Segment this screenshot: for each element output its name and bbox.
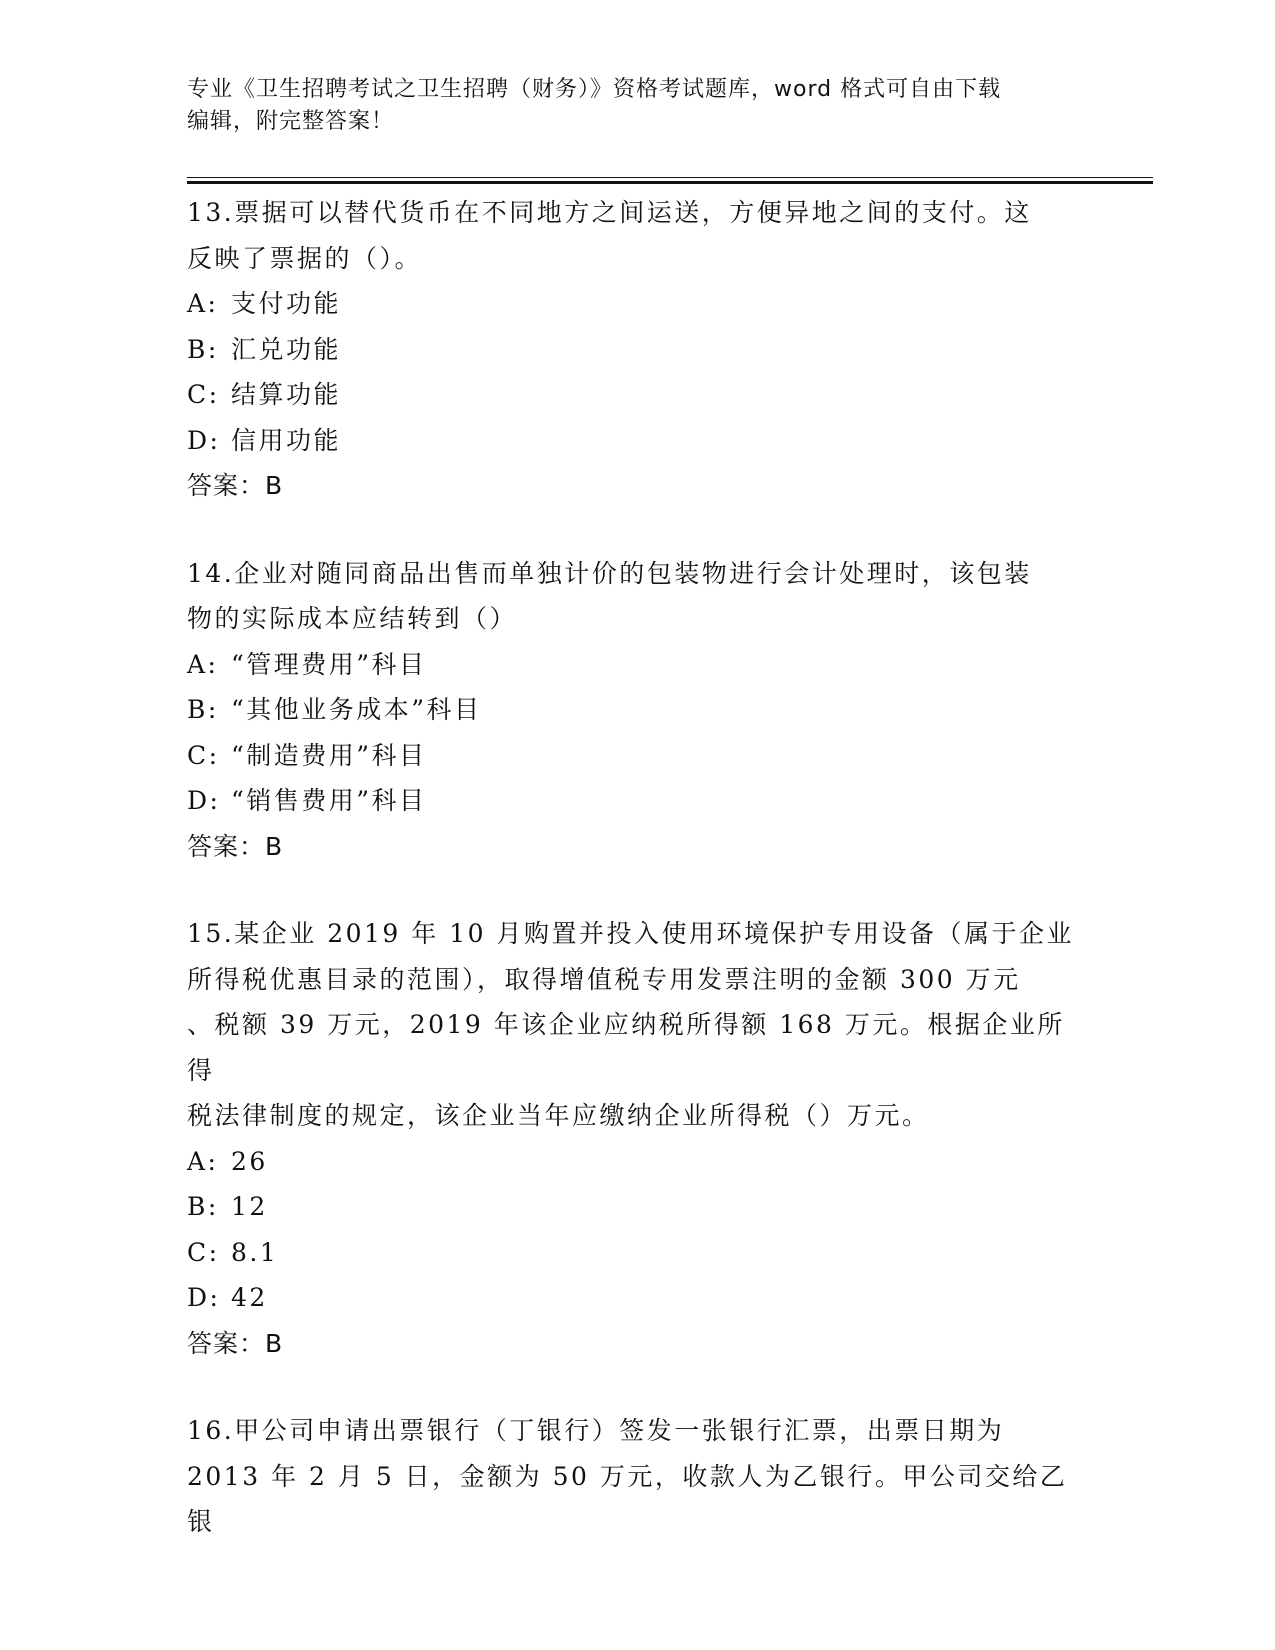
question-15 <box>187 911 1087 1366</box>
option-text: 支付功能 <box>231 289 342 318</box>
option-key: C: <box>187 380 220 409</box>
question-13 <box>187 190 1087 509</box>
header-divider-thin <box>187 177 1153 178</box>
stem-line: 13.票据可以替代货币在不同地方之间运送，方便异地之间的支付。这 <box>187 198 1032 227</box>
option-text: 42 <box>231 1283 268 1312</box>
option-d <box>187 1275 1087 1321</box>
stem-line: 2013 年 2 月 5 日，金额为 50 万元，收款人为乙银行。甲公司交给乙银 <box>187 1461 1068 1536</box>
option-a <box>187 642 1087 688</box>
header-line-2: 编辑，附完整答案！ <box>187 109 395 134</box>
stem-line: 物的实际成本应结转到（） <box>187 604 518 633</box>
stem-line: 所得税优惠目录的范围），取得增值税专用发票注明的金额 300 万元 <box>187 964 1021 994</box>
option-key: D: <box>187 425 221 455</box>
option-text: “管理费用”科目 <box>231 649 427 679</box>
header-divider-thick <box>187 181 1153 184</box>
option-b <box>187 1184 1087 1230</box>
option-d <box>187 778 1087 824</box>
header-line-1: 专业《卫生招聘考试之卫生招聘（财务）》资格考试题库，word 格式可自由下载 <box>187 77 1002 102</box>
question-14 <box>187 551 1087 870</box>
option-d <box>187 418 1087 464</box>
option-text: 结算功能 <box>231 380 342 409</box>
option-key: D: <box>187 786 221 815</box>
option-text: 8.1 <box>231 1237 279 1267</box>
option-key: C: <box>187 740 220 770</box>
answer-line: 答案：B <box>187 471 284 500</box>
option-a <box>187 1139 1087 1185</box>
stem-line: 税法律制度的规定，该企业当年应缴纳企业所得税（）万元。 <box>187 1101 930 1130</box>
option-b <box>187 327 1087 373</box>
question-stem <box>187 190 1087 281</box>
option-text: “其他业务成本”科目 <box>231 695 482 724</box>
option-key: C: <box>187 1237 220 1267</box>
option-text: 汇兑功能 <box>231 334 342 364</box>
option-key: A: <box>187 1146 219 1176</box>
option-text: “销售费用”科目 <box>231 786 427 815</box>
document-header <box>187 74 1067 138</box>
stem-line: 反映了票据的（）。 <box>187 243 423 273</box>
answer-line: 答案：B <box>187 831 284 861</box>
option-text: “制造费用”科目 <box>231 740 427 770</box>
option-key: A: <box>187 649 219 679</box>
answer-line: 答案：B <box>187 1328 284 1358</box>
question-stem <box>187 551 1087 642</box>
question-stem <box>187 1408 1087 1545</box>
option-text: 12 <box>231 1192 268 1221</box>
option-text: 信用功能 <box>231 425 342 455</box>
stem-line: 16.甲公司申请出票银行（丁银行）签发一张银行汇票，出票日期为 <box>187 1416 1005 1445</box>
option-b <box>187 687 1087 733</box>
option-key: D: <box>187 1283 221 1312</box>
option-key: A: <box>187 289 219 318</box>
option-text: 26 <box>231 1146 268 1176</box>
stem-line: 15.某企业 2019 年 10 月购置并投入使用环境保护专用设备（属于企业 <box>187 919 1074 948</box>
stem-line: 14.企业对随同商品出售而单独计价的包装物进行会计处理时，该包装 <box>187 558 1032 588</box>
option-c <box>187 733 1087 779</box>
option-c <box>187 1230 1087 1276</box>
option-key: B: <box>187 334 219 364</box>
question-list <box>187 190 1087 1545</box>
option-key: B: <box>187 695 219 724</box>
option-a <box>187 281 1087 327</box>
option-key: B: <box>187 1192 219 1221</box>
stem-line: 、税额 39 万元，2019 年该企业应纳税所得额 168 万元。根据企业所得 <box>187 1010 1065 1085</box>
question-stem <box>187 911 1087 1139</box>
question-16 <box>187 1408 1087 1545</box>
option-c <box>187 372 1087 418</box>
